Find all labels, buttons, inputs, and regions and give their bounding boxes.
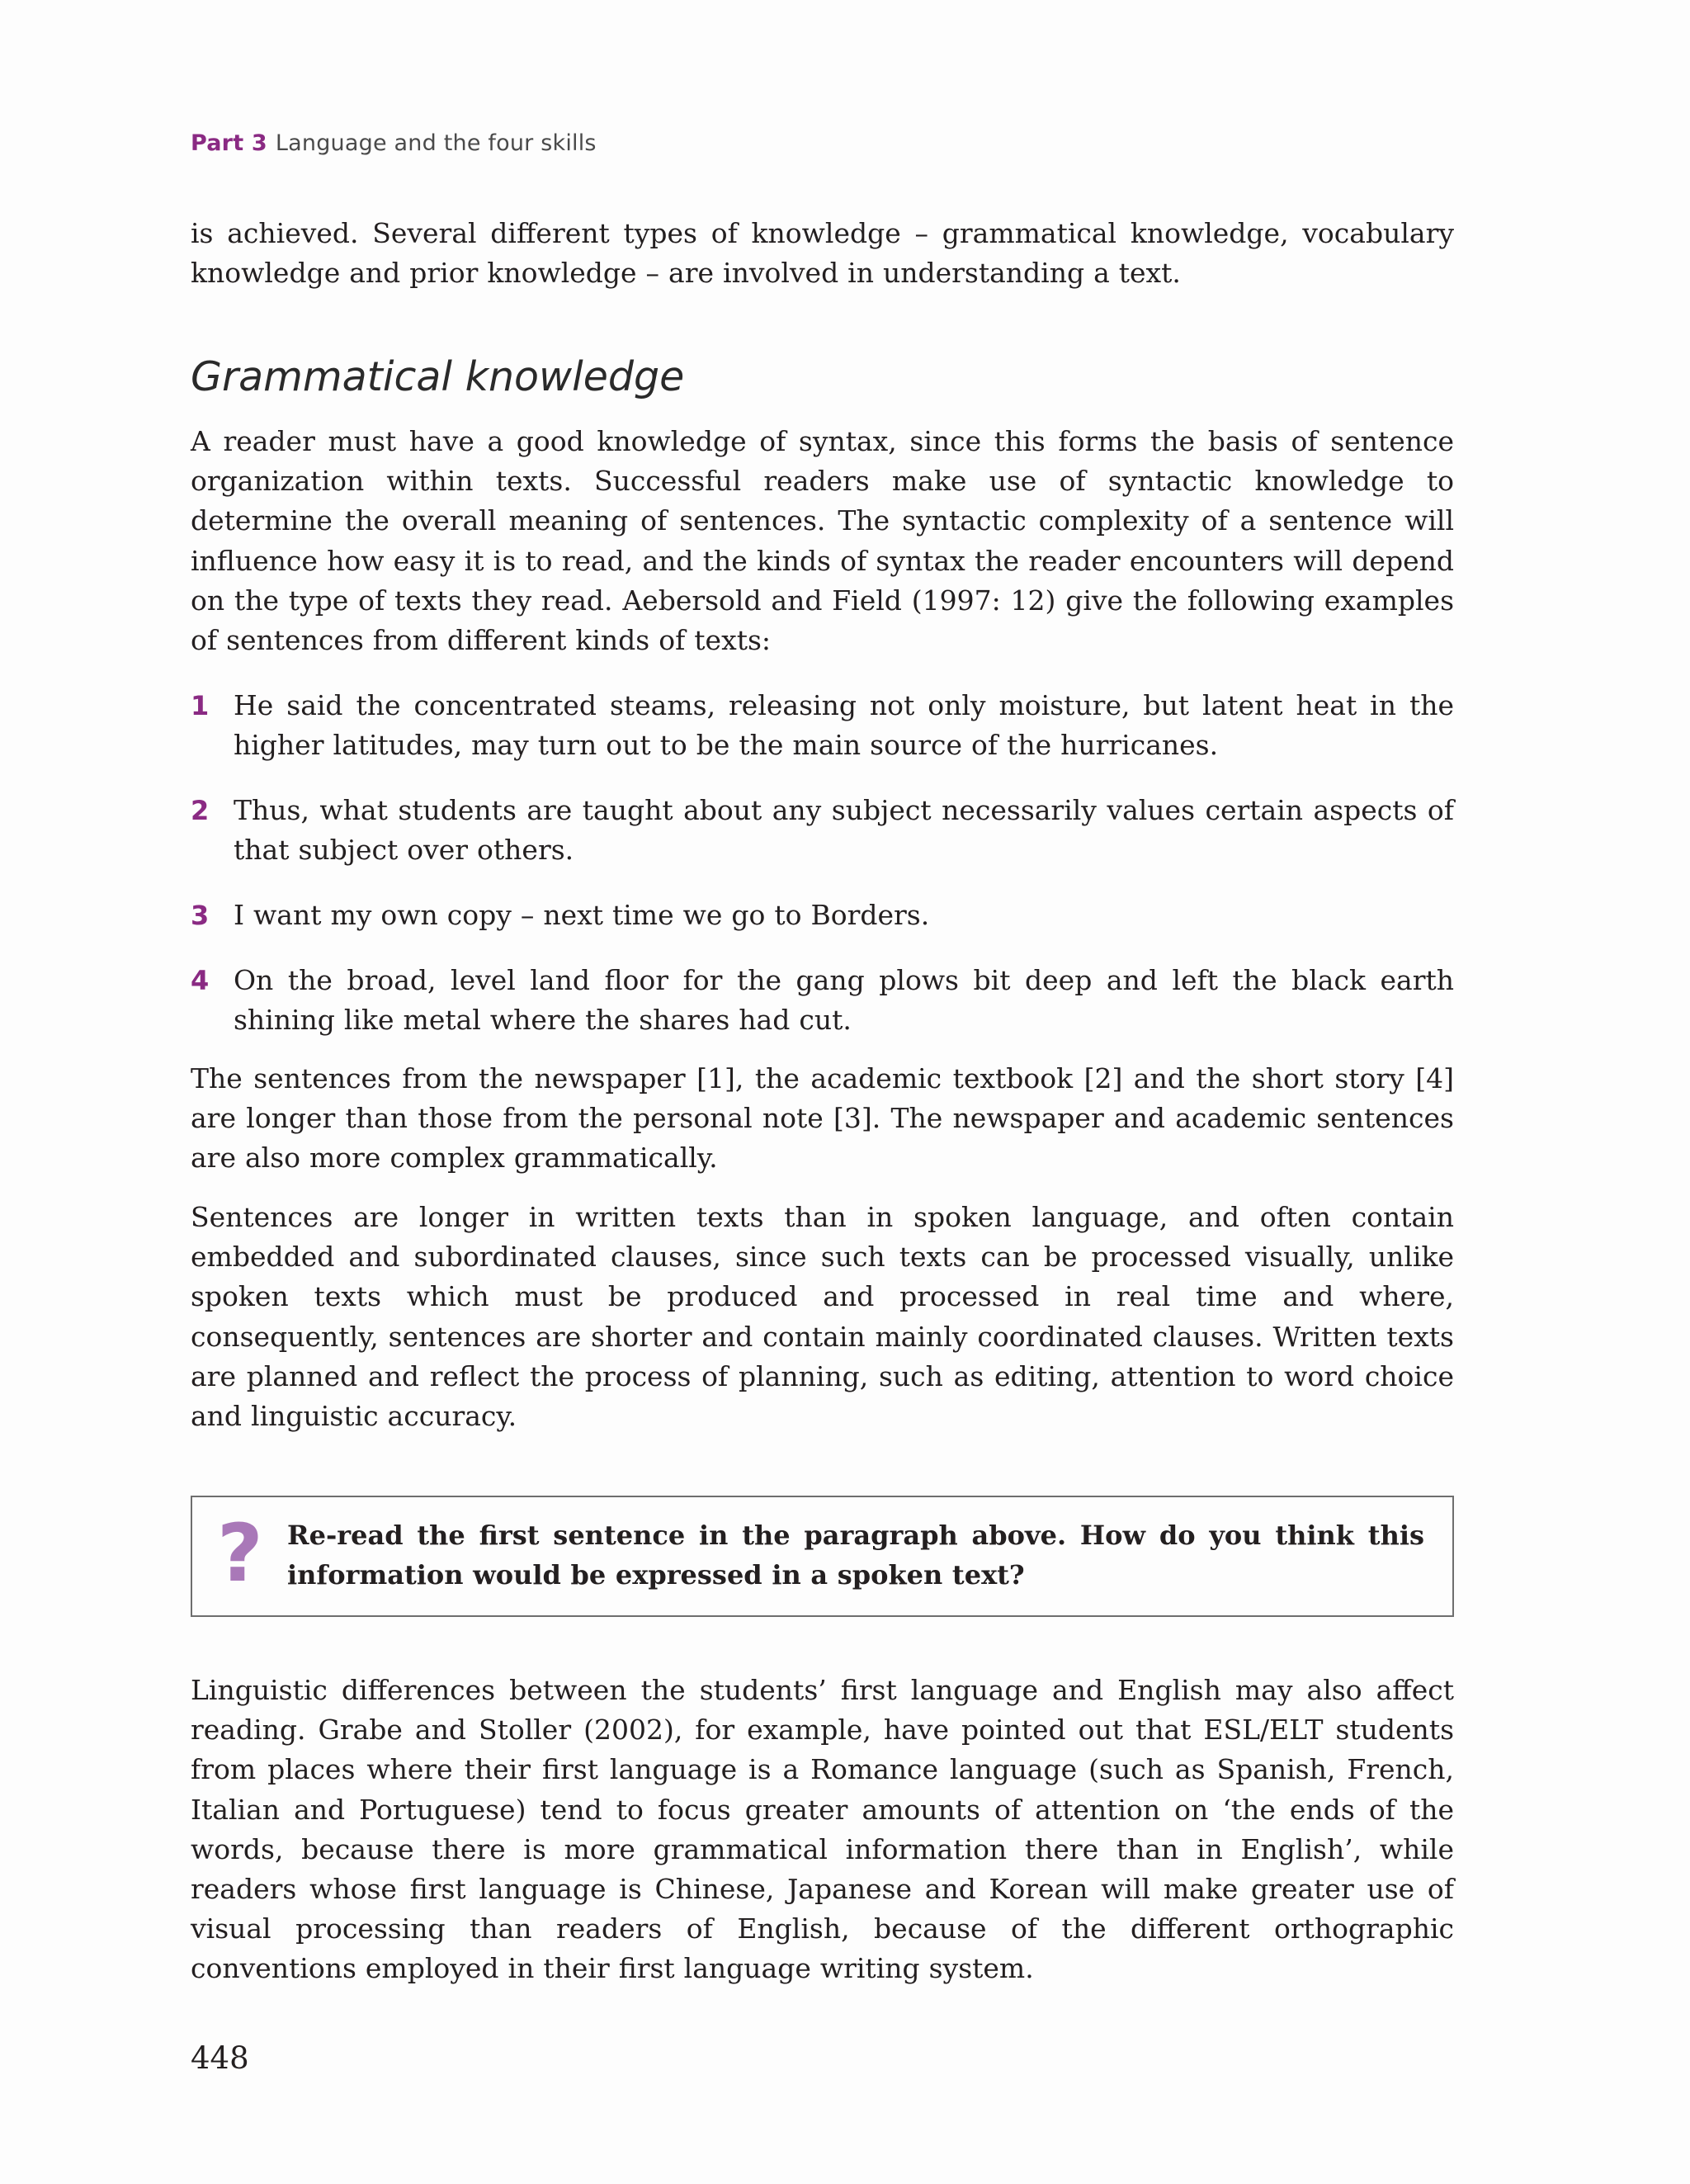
comparison-paragraph: The sentences from the newspaper [1], the academic textbook [2] and the short story [4] are longer than those from the personal note [3]. The newspaper and academic sentences are also more complex grammatically. — [191, 1062, 1454, 1175]
example-number: 1 — [191, 690, 210, 721]
example-number: 2 — [191, 795, 210, 826]
page-number: 448 — [191, 2040, 249, 2076]
example-text: On the broad, level land floor for the gang plows bit deep and left the black earth shining like metal where the shares had cut. — [234, 964, 1454, 1037]
example-text: Thus, what students are taught about any subject necessarily values certain aspects of that subject over others. — [234, 794, 1454, 867]
reflection-question-text: Re-read the first sentence in the paragraph above. How do you think this information would be expressed in a spoken text? — [287, 1520, 1424, 1591]
reflection-question-box — [191, 1496, 1454, 1617]
example-number: 4 — [191, 965, 210, 996]
intro-paragraph: is achieved. Several different types of knowledge – grammatical knowledge, vocabulary knowledge and prior knowledge – are involved in understanding a text. — [191, 217, 1454, 290]
example-text: I want my own copy – next time we go to Borders. — [234, 899, 930, 931]
written-spoken-paragraph: Sentences are longer in written texts than in spoken language, and often contain embedded and subordinated clauses, since such texts can be processed visually, unlike spoken texts which must be produced and processed in real time and where, consequently, sentences are shorter and contain mainly coordinated clauses. Written texts are planned and reflect the process of planning, such as editing, attention to word choice and linguistic accuracy. — [191, 1201, 1454, 1433]
linguistic-differences-paragraph: Linguistic differences between the students’ first language and English may also affect reading. Grabe and Stoller (2002), for example, have pointed out that ESL/ELT students from places where their first language is a Romance language (such as Spanish, French, Italian and Portuguese) tend to focus greater amounts of attention on ‘the ends of the words, because there is more grammatical information there than in English’, while readers whose first language is Chinese, Japanese and Korean will make greater use of visual processing than readers of English, because of the different orthographic conventions employed in their first language writing system. — [191, 1674, 1454, 1985]
running-head-part: Part 3 — [191, 130, 267, 156]
section-heading: Grammatical knowledge — [191, 353, 685, 400]
question-mark-icon: ? — [217, 1507, 263, 1600]
syntax-paragraph: A reader must have a good knowledge of syntax, since this forms the basis of sentence organization within texts. Successful readers make use of syntactic knowledge to determine the overall meaning of sentences. The syntactic complexity of a sentence will influence how easy it is to read, and the kinds of syntax the reader encounters will depend on the type of texts they read. Aebersold and Field (1997: 12) give the following examples of sentences from different kinds of texts: — [191, 425, 1454, 657]
running-head — [191, 130, 597, 156]
running-head-title: Language and the four skills — [275, 130, 597, 156]
example-number: 3 — [191, 900, 210, 931]
example-text: He said the concentrated steams, releasing not only moisture, but latent heat in the higher latitudes, may turn out to be the main source of the hurricanes. — [234, 689, 1454, 762]
